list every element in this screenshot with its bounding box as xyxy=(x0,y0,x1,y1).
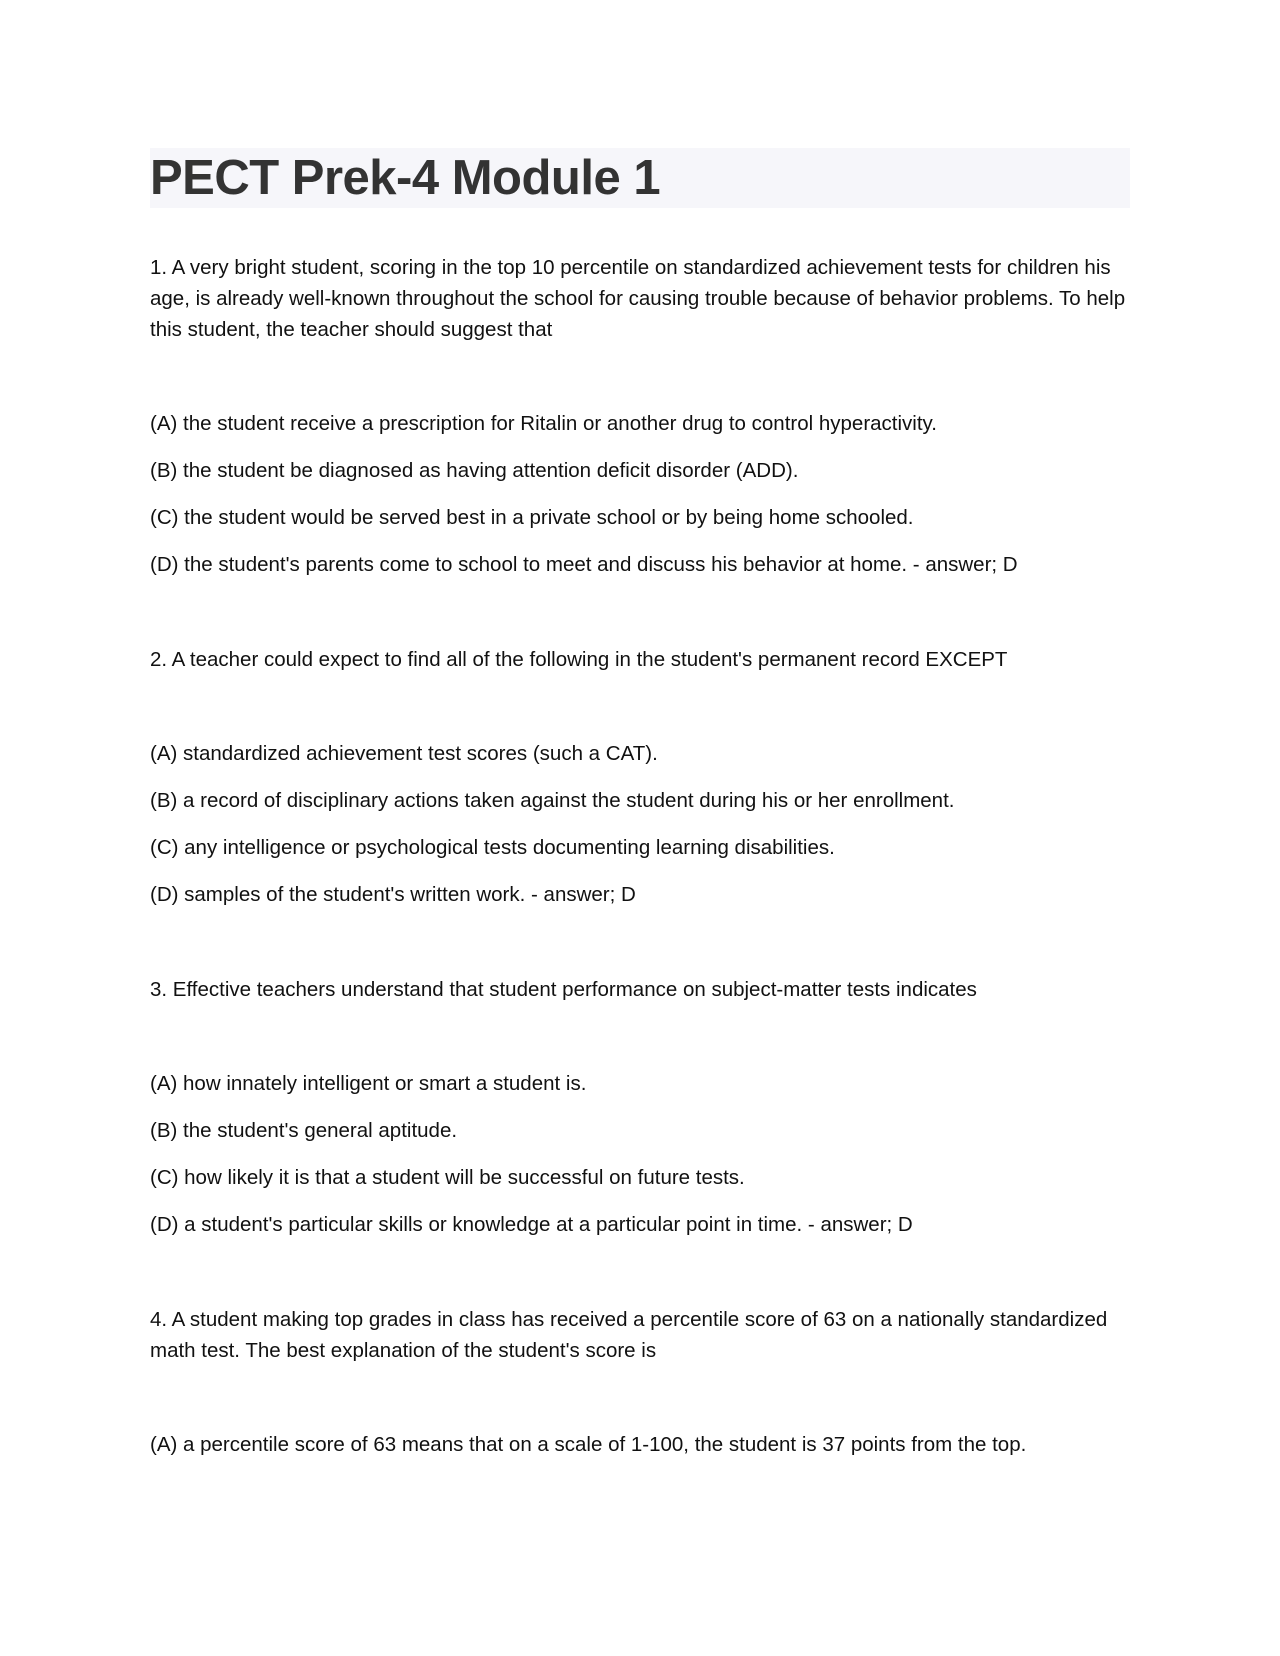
answer-option-a: (A) standardized achievement test scores (such a CAT). xyxy=(150,742,658,765)
title-band xyxy=(150,148,1130,208)
spacer xyxy=(150,596,1130,644)
question-stem: 3. Effective teachers understand that student performance on subject-matter tests indicates xyxy=(150,978,977,1001)
answer-option-b: (B) the student be diagnosed as having attention deficit disorder (ADD). xyxy=(150,459,799,482)
spacer xyxy=(150,926,1130,974)
question-stem: 2. A teacher could expect to find all of the following in the student's permanent record EXCEPT xyxy=(150,648,1008,671)
answer-option-b: (B) the student's general aptitude. xyxy=(150,1119,458,1142)
answer-option-b: (B) a record of disciplinary actions taken against the student during his or her enrollment. xyxy=(150,789,955,812)
document-page xyxy=(150,148,1130,1476)
question-block-2 xyxy=(150,644,1130,910)
answer-option-c: (C) the student would be served best in a private school or by being home schooled. xyxy=(150,506,914,529)
document-title: PECT Prek-4 Module 1 xyxy=(150,151,661,205)
answer-option-c: (C) any intelligence or psychological tests documenting learning disabilities. xyxy=(150,836,835,859)
answer-option-a: (A) how innately intelligent or smart a student is. xyxy=(150,1072,587,1095)
question-stem: 4. A student making top grades in class has received a percentile score of 63 on a nationally standardized math test. The best explanation of the student's score is xyxy=(150,1308,1108,1362)
question-block-3 xyxy=(150,974,1130,1240)
answer-option-d: (D) samples of the student's written work. - answer; D xyxy=(150,883,636,906)
question-block-1 xyxy=(150,252,1130,580)
answer-option-d: (D) the student's parents come to school to meet and discuss his behavior at home. - answer; D xyxy=(150,553,1018,576)
question-block-4 xyxy=(150,1304,1130,1460)
answer-option-c: (C) how likely it is that a student will be successful on future tests. xyxy=(150,1166,745,1189)
answer-option-d: (D) a student's particular skills or knowledge at a particular point in time. - answer; D xyxy=(150,1213,913,1236)
question-stem: 1. A very bright student, scoring in the top 10 percentile on standardized achievement tests for children his age, is already well-known throughout the school for causing trouble because of behavior problems. To help this student, the teacher should suggest that xyxy=(150,256,1126,341)
spacer xyxy=(150,1256,1130,1304)
answer-option-a: (A) the student receive a prescription for Ritalin or another drug to control hyperactivity. xyxy=(150,412,937,435)
answer-option-a: (A) a percentile score of 63 means that on a scale of 1-100, the student is 37 points from the top. xyxy=(150,1433,1027,1456)
